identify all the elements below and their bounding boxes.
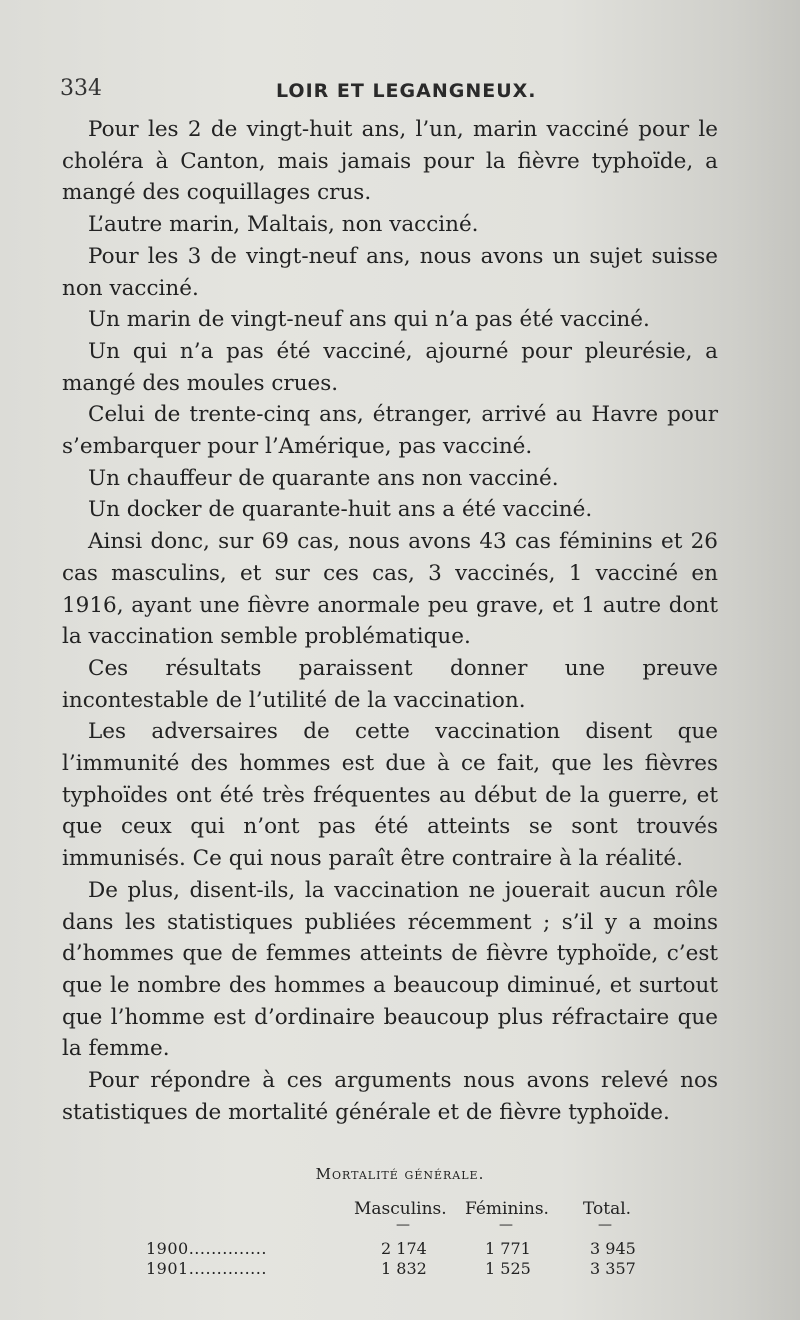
cell-feminins: 1 771: [485, 1239, 531, 1258]
header-rule: —: [499, 1217, 513, 1233]
cell-masculins: 2 174: [381, 1239, 427, 1258]
row-year: 1900..............: [146, 1239, 267, 1258]
paragraph: Ces résultats paraissent donner une preuve incontestable de l’utilité de la vaccination.: [62, 655, 718, 713]
paragraph: Pour les 3 de vingt-neuf ans, nous avons un sujet suisse non vacciné.: [62, 243, 718, 301]
paragraph: Ainsi donc, sur 69 cas, nous avons 43 cas féminins et 26 cas masculins, et sur ces cas, 3 vaccinés, 1 vacciné en 1916, ayant une fièvre anormale peu grave, et 1 autre dont la vaccination semble problématique.: [62, 529, 718, 650]
paragraph: De plus, disent-ils, la vaccination ne jouerait aucun rôle dans les statistiques publiées récemment ; s’il y a moins d’hommes que de femmes atteints de fièvre typhoïde, c’est que le nombre des hommes a beaucoup diminué, et surtout que l’homme est d’ordinaire beaucoup plus réfractaire que la femme.: [62, 877, 718, 1062]
running-title: LOIR ET LEGANGNEUX.: [276, 80, 537, 102]
body-text: [62, 114, 718, 1129]
paragraph: Un docker de quarante-huit ans a été vacciné.: [88, 497, 593, 523]
paragraph: Un chauffeur de quarante ans non vacciné.: [88, 465, 559, 491]
paragraph: Un qui n’a pas été vacciné, ajourné pour pleurésie, a mangé des moules crues.: [62, 338, 718, 396]
cell-masculins: 1 832: [381, 1259, 427, 1278]
cell-feminins: 1 525: [485, 1259, 531, 1278]
table-title: Mortalité générale.: [315, 1165, 485, 1183]
paragraph: Les adversaires de cette vaccination disent que l’immunité des hommes est due à ce fait, que les fièvres typhoïdes ont été très fréquentes au début de la guerre, et que ceux qui n’ont pas été atteints se sont trouvés immunisés. Ce qui nous paraît être contraire à la réalité.: [62, 719, 718, 872]
table-row: [0, 1259, 800, 1279]
header-rule: —: [598, 1217, 612, 1233]
paragraph: L’autre marin, Maltais, non vacciné.: [88, 212, 479, 238]
cell-total: 3 357: [590, 1259, 636, 1278]
header-total: Total.: [583, 1199, 632, 1219]
table-row: [0, 1239, 800, 1259]
paragraph: Pour les 2 de vingt-huit ans, l’un, marin vacciné pour le choléra à Canton, mais jamais pour la fièvre typhoïde, a mangé des coquillages crus.: [62, 117, 718, 206]
paragraph: Un marin de vingt-neuf ans qui n’a pas été vacciné.: [88, 307, 650, 333]
cell-total: 3 945: [590, 1239, 636, 1258]
header-feminins: Féminins.: [465, 1199, 549, 1219]
header-rule: —: [396, 1217, 410, 1233]
row-year: 1901..............: [146, 1259, 267, 1278]
page-number: 334: [60, 76, 102, 101]
header-masculins: Masculins.: [354, 1199, 447, 1219]
paragraph: Pour répondre à ces arguments nous avons relevé nos statistiques de mortalité générale et de fièvre typhoïde.: [62, 1068, 718, 1125]
paragraph: Celui de trente-cinq ans, étranger, arrivé au Havre pour s’embarquer pour l’Amérique, pas vacciné.: [62, 402, 718, 460]
